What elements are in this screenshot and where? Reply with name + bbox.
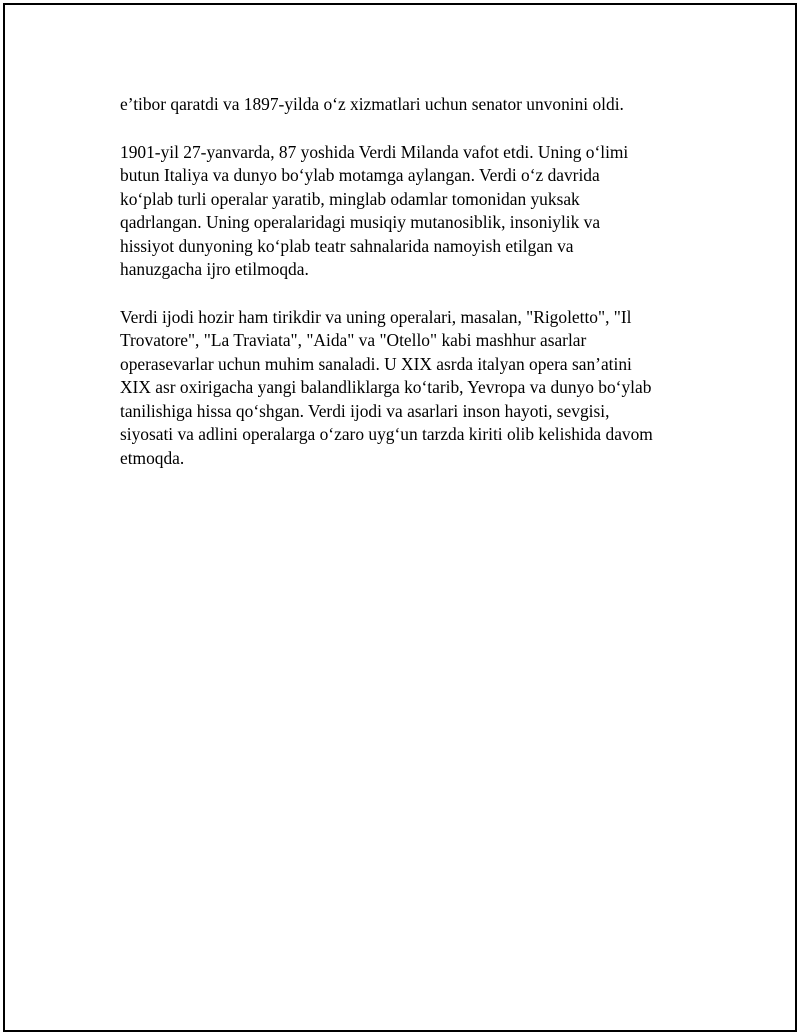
- text-line: e’tibor qaratdi va 1897-yilda o‘z xizmatlari uchun senator unvonini oldi.: [120, 94, 624, 114]
- text-line: ko‘plab turli operalar yaratib, minglab odamlar tomonidan yuksak: [120, 188, 580, 209]
- text-line: hanuzgacha ijro etilmoqda.: [120, 259, 309, 279]
- text-line: 1901-yil 27-yanvarda, 87 yoshida Verdi Milanda vafot etdi. Uning o‘limi: [120, 141, 629, 162]
- paragraph-2: [120, 141, 700, 282]
- page-body: [120, 93, 700, 494]
- paragraph-1: [120, 93, 700, 117]
- text-line: hissiyot dunyoning ko‘plab teatr sahnalarida namoyish etilgan va: [120, 235, 574, 256]
- document-page: [3, 3, 797, 1032]
- paragraph-3: [120, 306, 700, 471]
- text-line: butun Italiya va dunyo bo‘ylab motamga aylangan. Verdi o‘z davrida: [120, 165, 600, 185]
- text-line: Verdi ijodi hozir ham tirikdir va uning operalari, masalan, "Rigoletto", "Il: [120, 306, 632, 327]
- text-line: qadrlangan. Uning operalaridagi musiqiy mutanosiblik, insoniylik va: [120, 212, 601, 232]
- text-line: Trovatore", "La Traviata", "Aida" va "Otello" kabi mashhur asarlar: [120, 330, 587, 350]
- text-line: siyosati va adlini operalarga o‘zaro uyg‘un tarzda kiriti olib kelishida davom: [120, 424, 653, 444]
- text-line: operasevarlar uchun muhim sanaladi. U XIX asrda italyan opera san’atini: [120, 353, 632, 374]
- text-line: XIX asr oxirigacha yangi balandliklarga ko‘tarib, Yevropa va dunyo bo‘ylab: [120, 377, 652, 397]
- text-line: etmoqda.: [120, 447, 185, 468]
- text-line: tanilishiga hissa qo‘shgan. Verdi ijodi va asarlari inson hayoti, sevgisi,: [120, 400, 610, 421]
